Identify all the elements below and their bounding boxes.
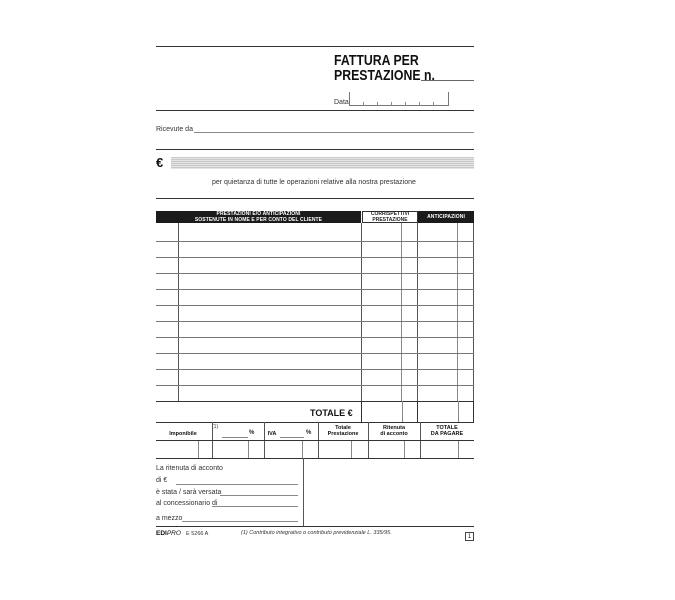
cents-divider <box>402 401 403 422</box>
withholding-line4: al concessionario di <box>156 500 218 507</box>
footer-note: (1) Contributo integrativo o contributo previdenziale L. 335/95. <box>241 530 392 536</box>
cents-divider <box>458 401 459 422</box>
page-number: 1 <box>467 534 472 540</box>
form-code: E 5266 A <box>186 531 209 537</box>
advances-header-label: ANTICIPAZIONI <box>427 214 465 220</box>
table-row[interactable] <box>156 273 474 274</box>
withholding-line1: La ritenuta di acconto <box>156 465 223 472</box>
col-divider <box>417 223 418 401</box>
summary-top-rule <box>156 422 474 423</box>
ritenuta-header <box>368 425 420 437</box>
header-rule <box>156 110 474 111</box>
brand-italic: PRO <box>166 530 181 537</box>
invoice-number-line <box>421 80 474 81</box>
table-row[interactable] <box>156 385 474 386</box>
withholding-line3: è stata / sarà versata <box>156 489 222 496</box>
withholding-concessionaire-line[interactable] <box>212 506 298 507</box>
table-row[interactable] <box>156 369 474 370</box>
withholding-status-line[interactable] <box>220 495 298 496</box>
withholding-amount-line[interactable] <box>176 484 298 485</box>
percent-2-line[interactable] <box>280 437 304 438</box>
iva-header: IVA <box>267 431 277 437</box>
summary-values-row[interactable] <box>156 441 474 458</box>
quittance-rule <box>156 198 474 199</box>
ritenuta-line2: di acconto <box>380 431 408 437</box>
table-row[interactable] <box>156 289 474 290</box>
date-tick <box>405 102 406 106</box>
brand-bold: EDI <box>156 530 167 537</box>
date-tick <box>433 102 434 106</box>
col-divider <box>457 223 458 401</box>
advances-column-header <box>418 211 474 223</box>
totale-prestazione-line2: Prestazione <box>327 431 359 437</box>
fees-header-line2: PRESTAZIONE <box>372 216 408 223</box>
totale-pagare-header <box>420 425 474 437</box>
withholding-line5: a mezzo <box>156 515 183 522</box>
summary-bottom-rule <box>156 458 474 459</box>
withholding-line2: di € <box>156 477 168 484</box>
totale-pagare-line2: DA PAGARE <box>430 431 464 437</box>
quittance-text: per quietanza di tutte le operazioni relative alla nostra prestazione <box>212 179 416 186</box>
col-divider <box>361 223 362 401</box>
col-divider <box>401 223 402 401</box>
received-label: Ricevute da <box>156 126 193 133</box>
totale-prestazione-line1: Totale <box>335 425 351 431</box>
services-header-line2: SOSTENUTE IN NOME E PER CONTO DEL CLIENTE <box>194 216 323 223</box>
footer-rule <box>156 526 474 527</box>
percent-2: % <box>306 430 312 436</box>
ritenuta-line1: Ritenuta <box>383 425 405 431</box>
imponibile-header: Imponibile <box>169 431 197 437</box>
received-rule-2[interactable] <box>156 149 474 150</box>
title-line-2: PRESTAZIONE n. <box>334 67 435 84</box>
date-tick <box>377 102 378 106</box>
percent-1: % <box>249 430 255 436</box>
date-label: Data <box>334 99 349 106</box>
top-rule <box>156 46 474 47</box>
total-fees-cell[interactable] <box>361 401 418 422</box>
brand-logo <box>156 530 181 537</box>
table-row[interactable] <box>156 337 474 338</box>
table-row[interactable] <box>156 305 474 306</box>
total-label: TOTALE € <box>310 408 353 418</box>
services-header-line1: PRESTAZIONI E/O ANTICIPAZIONI <box>216 211 301 217</box>
totale-pagare-line1: TOTALE <box>436 425 458 431</box>
amount-band[interactable] <box>171 157 474 169</box>
percent-1-line[interactable] <box>222 437 248 438</box>
services-table-body <box>156 223 474 401</box>
table-row[interactable] <box>156 241 474 242</box>
title-line-1: FATTURA PER <box>334 52 419 69</box>
fees-header-line1: CORRISPETTIVI <box>370 211 410 217</box>
totale-prestazione-header <box>318 425 368 437</box>
date-field[interactable] <box>349 92 449 106</box>
services-column-header <box>156 211 361 223</box>
page-number-box <box>465 532 474 541</box>
table-row[interactable] <box>156 353 474 354</box>
received-line[interactable] <box>194 132 474 133</box>
withholding-box-right <box>303 458 304 526</box>
table-row[interactable] <box>156 321 474 322</box>
euro-symbol: € <box>156 155 164 170</box>
total-advances-cell[interactable] <box>418 401 474 422</box>
col-divider <box>178 223 179 401</box>
table-row[interactable] <box>156 257 474 258</box>
date-tick <box>391 102 392 106</box>
withholding-means-line[interactable] <box>182 521 298 522</box>
fees-column-header <box>362 211 418 223</box>
footnote-mark: (1) <box>212 424 219 430</box>
date-tick <box>419 102 420 106</box>
col-divider <box>473 223 474 401</box>
date-tick <box>363 102 364 106</box>
